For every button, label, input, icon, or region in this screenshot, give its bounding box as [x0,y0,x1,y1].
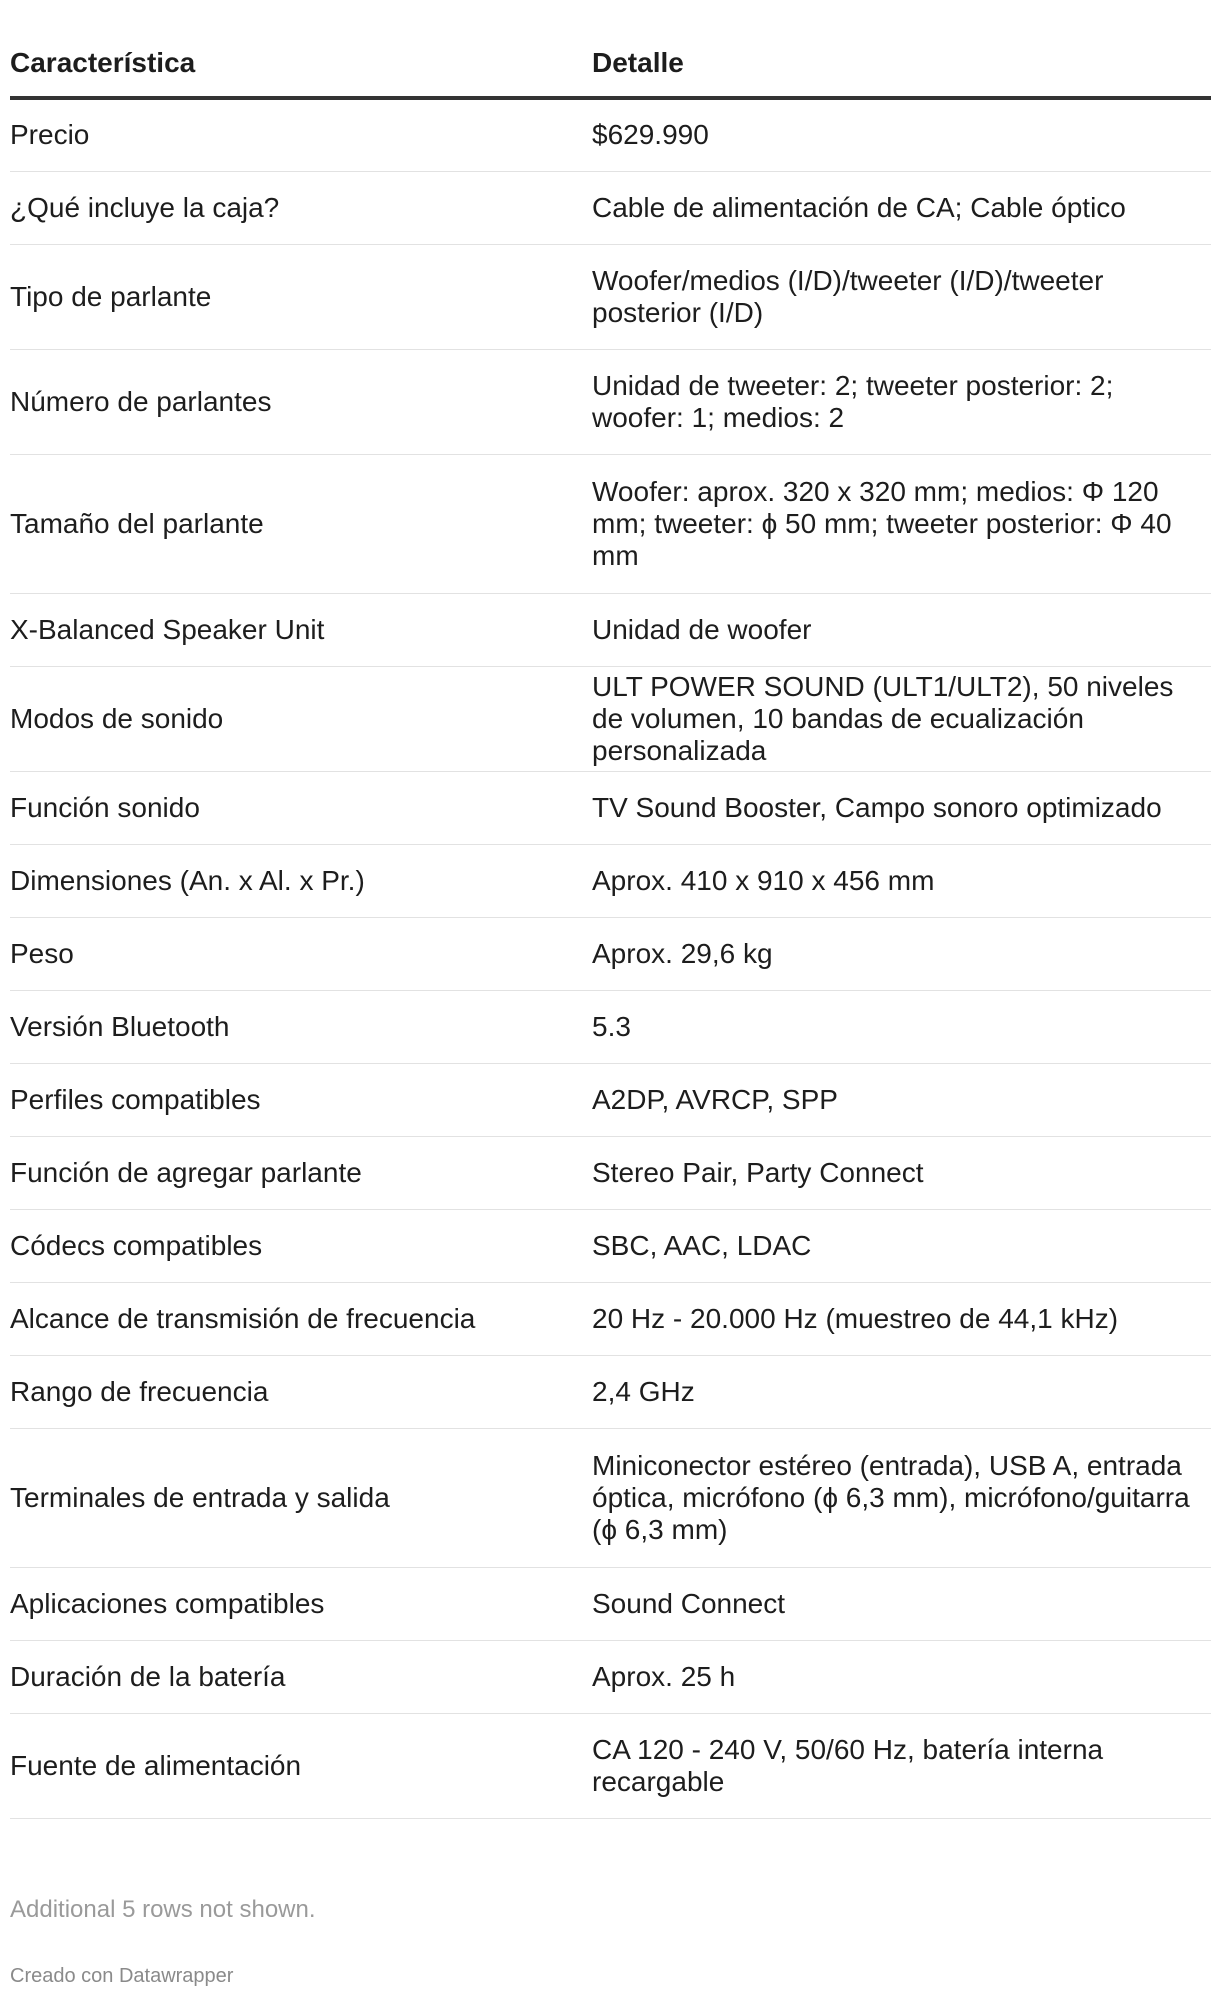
feature-cell: Perfiles compatibles [10,1063,592,1136]
table-row [10,1209,1211,1282]
table-row [10,771,1211,844]
table-row [10,1282,1211,1355]
table-row [10,349,1211,454]
detail-cell: Aprox. 410 x 910 x 456 mm [592,844,1211,917]
table-row [10,917,1211,990]
detail-cell: 2,4 GHz [592,1355,1211,1428]
detail-cell: 5.3 [592,990,1211,1063]
feature-cell: X-Balanced Speaker Unit [10,593,592,666]
table-row [10,171,1211,244]
table-row [10,1355,1211,1428]
feature-cell: Rango de frecuencia [10,1355,592,1428]
feature-cell: Peso [10,917,592,990]
feature-cell: Tamaño del parlante [10,454,592,593]
detail-cell: $629.990 [592,98,1211,171]
detail-cell: Miniconector estéreo (entrada), USB A, entrada óptica, micrófono (ϕ 6,3 mm), micrófono/guitarra (ϕ 6,3 mm) [592,1428,1211,1567]
feature-cell: Códecs compatibles [10,1209,592,1282]
detail-cell: CA 120 - 240 V, 50/60 Hz, batería interna recargable [592,1713,1211,1818]
table-row [10,1428,1211,1567]
detail-cell: SBC, AAC, LDAC [592,1209,1211,1282]
feature-cell: Modos de sonido [10,666,592,771]
table-row [10,1136,1211,1209]
detail-cell: 20 Hz - 20.000 Hz (muestreo de 44,1 kHz) [592,1282,1211,1355]
table-row [10,593,1211,666]
detail-cell: Woofer/medios (I/D)/tweeter (I/D)/tweeter posterior (I/D) [592,244,1211,349]
table-row [10,1640,1211,1713]
feature-cell: Función de agregar parlante [10,1136,592,1209]
datawrapper-credit: Creado con Datawrapper [10,1965,234,1987]
feature-cell: Aplicaciones compatibles [10,1567,592,1640]
feature-cell: Alcance de transmisión de frecuencia [10,1282,592,1355]
column-header-feature[interactable]: Característica [10,30,592,98]
table-row [10,244,1211,349]
detail-cell: Sound Connect [592,1567,1211,1640]
table-row [10,666,1211,771]
table-row [10,1713,1211,1818]
feature-cell: Función sonido [10,771,592,844]
table-row [10,1063,1211,1136]
table-row [10,454,1211,593]
column-header-detail[interactable]: Detalle [592,30,1211,98]
detail-cell: Woofer: aprox. 320 x 320 mm; medios: Φ 120 mm; tweeter: ϕ 50 mm; tweeter posterior: Φ 40 mm [592,454,1211,593]
detail-cell: Aprox. 25 h [592,1640,1211,1713]
detail-cell: A2DP, AVRCP, SPP [592,1063,1211,1136]
feature-cell: Fuente de alimentación [10,1713,592,1818]
feature-cell: Precio [10,98,592,171]
table-row [10,844,1211,917]
detail-cell: Cable de alimentación de CA; Cable óptico [592,171,1211,244]
feature-cell: Dimensiones (An. x Al. x Pr.) [10,844,592,917]
table-row [10,990,1211,1063]
feature-cell: Versión Bluetooth [10,990,592,1063]
detail-cell: Unidad de tweeter: 2; tweeter posterior: 2; woofer: 1; medios: 2 [592,349,1211,454]
feature-cell: Número de parlantes [10,349,592,454]
detail-cell: ULT POWER SOUND (ULT1/ULT2), 50 niveles de volumen, 10 bandas de ecualización personalizada [592,666,1211,771]
feature-cell: ¿Qué incluye la caja? [10,171,592,244]
table-header-row [10,30,1211,98]
detail-cell: Aprox. 29,6 kg [592,917,1211,990]
table-row [10,1567,1211,1640]
detail-cell: TV Sound Booster, Campo sonoro optimizado [592,771,1211,844]
detail-cell: Unidad de woofer [592,593,1211,666]
feature-cell: Tipo de parlante [10,244,592,349]
spec-table [10,30,1211,1819]
feature-cell: Terminales de entrada y salida [10,1428,592,1567]
feature-cell: Duración de la batería [10,1640,592,1713]
hidden-rows-note: Additional 5 rows not shown. [10,1896,316,1923]
table-row [10,98,1211,171]
detail-cell: Stereo Pair, Party Connect [592,1136,1211,1209]
